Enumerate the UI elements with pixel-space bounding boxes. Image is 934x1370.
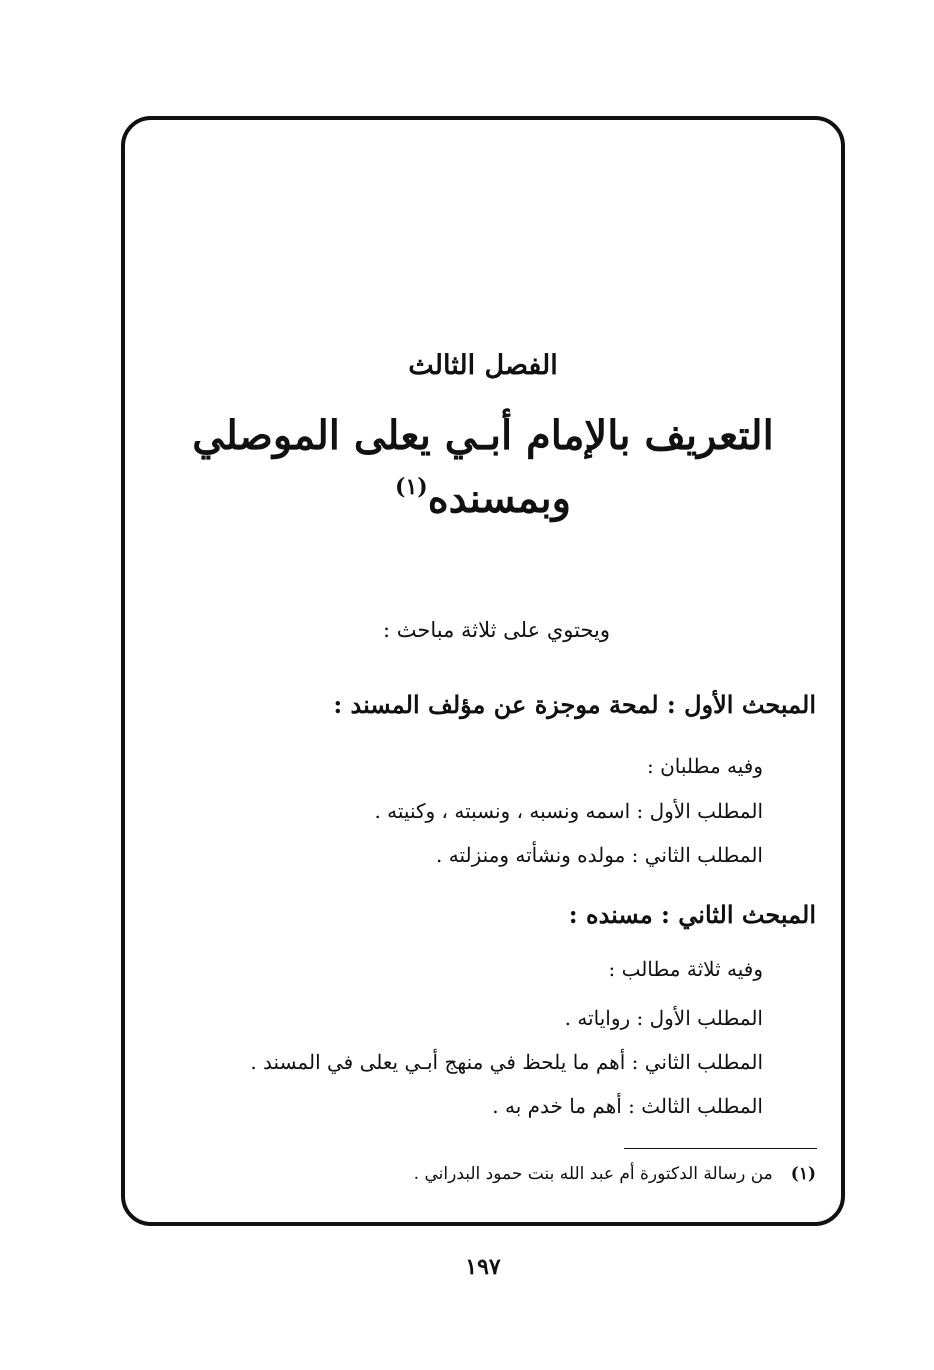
section-2-item-3: المطلب الثالث : أهم ما خدم به . — [492, 1094, 763, 1118]
section-2-item-1: المطلب الأول : رواياته . — [564, 1006, 763, 1030]
section-1-item-1: المطلب الأول : اسمه ونسبه ، ونسبته ، وكنيته . — [374, 799, 763, 823]
chapter-heading: الفصل الثالث — [408, 350, 558, 381]
chapter-title-text: وبمسنده — [427, 475, 571, 522]
page-number: ١٩٧ — [465, 1254, 501, 1280]
intro-text: ويحتوي على ثلاثة مباحث : — [383, 618, 610, 642]
section-1-heading: المبحث الأول : لمحة موجزة عن مؤلف المسند : — [333, 690, 816, 719]
chapter-title-line-2 — [121, 474, 845, 522]
section-2-sub-intro: وفيه ثلاثة مطالب : — [608, 957, 763, 981]
section-2-item-2: المطلب الثاني : أهم ما يلحظ في منهج أبـي يعلى في المسند . — [250, 1050, 763, 1074]
footnote-number: (١) — [790, 1164, 816, 1184]
section-1-item-2: المطلب الثاني : مولده ونشأته ومنزلته . — [436, 843, 763, 867]
footnote-text: من رسالة الدكتورة أم عبد الله بنت حمود البدراني . — [413, 1164, 773, 1184]
chapter-title-line-1: التعريف بالإمام أبـي يعلى الموصلي — [192, 412, 774, 459]
footnote — [414, 1164, 816, 1184]
footnote-reference: (١) — [395, 474, 428, 500]
footnote-divider — [624, 1148, 817, 1149]
section-1-sub-intro: وفيه مطلبان : — [647, 754, 763, 778]
section-2-heading: المبحث الثاني : مسنده : — [568, 900, 816, 929]
